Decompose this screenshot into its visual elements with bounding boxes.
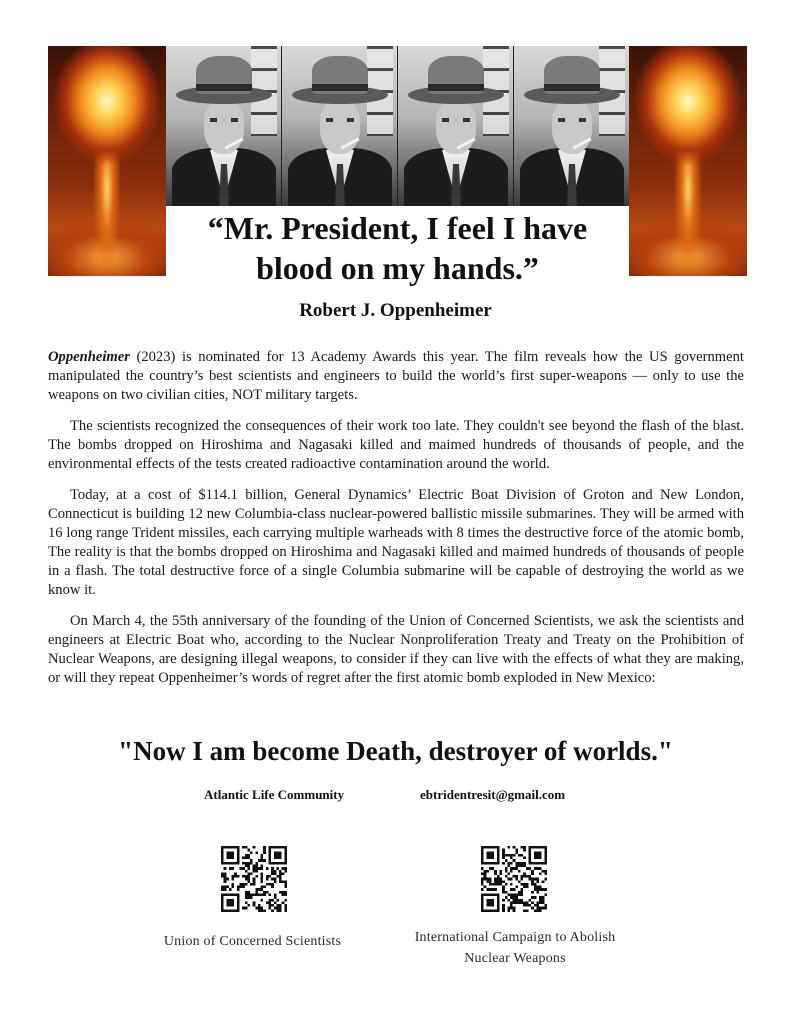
paragraph: The scientists recognized the consequences of their work too late. They couldn't see beyond the flash of the blast. The bombs dropped on Hiroshima and Nagasaki killed and maimed hundreds of thousands of people, and the environmental effects of the tests created radioactive contamination around the world. [48,418,744,472]
closing-quote: "Now I am become Death, destroyer of worlds." [118,736,673,766]
headline-quote: “Mr. President, I feel I have blood on my hands.” [207,210,588,286]
qr-caption-ican: International Campaign to Abolish Nuclear Weapons [414,930,616,966]
quote-author: Robert J. Oppenheimer [299,300,492,321]
mushroom-cloud-image-right [629,46,747,276]
article-body [48,348,744,700]
portrait-photo [514,46,629,206]
qr-code-ican[interactable] [481,846,547,912]
portrait-photo [166,46,282,206]
contact-email[interactable]: ebtridentresit@gmail.com [420,787,566,802]
portrait-strip [166,46,629,206]
film-title: Oppenheimer [48,349,130,365]
qr-code-ucs[interactable] [221,846,287,912]
paragraph: On March 4, the 55th anniversary of the founding of the Union of Concerned Scientists, we ask the scientists and engineers at Electric Boat who, according to the Nuclear Nonproliferation Treaty and Treaty on the Prohibition of Nuclear Weapons, are designing illegal weapons, to consider if they can live with the effects of what they are making, or will they repeat Oppenheimer’s words of regret after the first atomic bomb exploded in New Mexico: [48,613,744,686]
paragraph: Today, at a cost of $114.1 billion, General Dynamics’ Electric Boat Division of Groton and New London, Connecticut is building 12 new Columbia-class nuclear-powered ballistic missile submarines. They will be armed with 16 long range Trident missiles, each carrying multiple warheads with 8 times the destructive force of the atomic bomb, The reality is that the bombs dropped on Hiroshima and Nagasaki killed and maimed hundreds of thousands of people in a flash. The total destructive force of a single Columbia submarine will be capable of destroying the world as we know it. [48,487,744,598]
paragraph-text: (2023) is nominated for 13 Academy Awards this year. The film reveals how the US government manipulated the country’s best scientists and engineers to build the world’s first super-weapons — only to use the weapons on two civilian cities, NOT military targets. [48,349,744,403]
portrait-photo [282,46,398,206]
portrait-photo [398,46,514,206]
mushroom-cloud-image-left [48,46,166,276]
paragraph [48,348,744,405]
qr-caption-ucs: Union of Concerned Scientists [163,934,342,949]
organization-name: Atlantic Life Community [204,787,345,802]
